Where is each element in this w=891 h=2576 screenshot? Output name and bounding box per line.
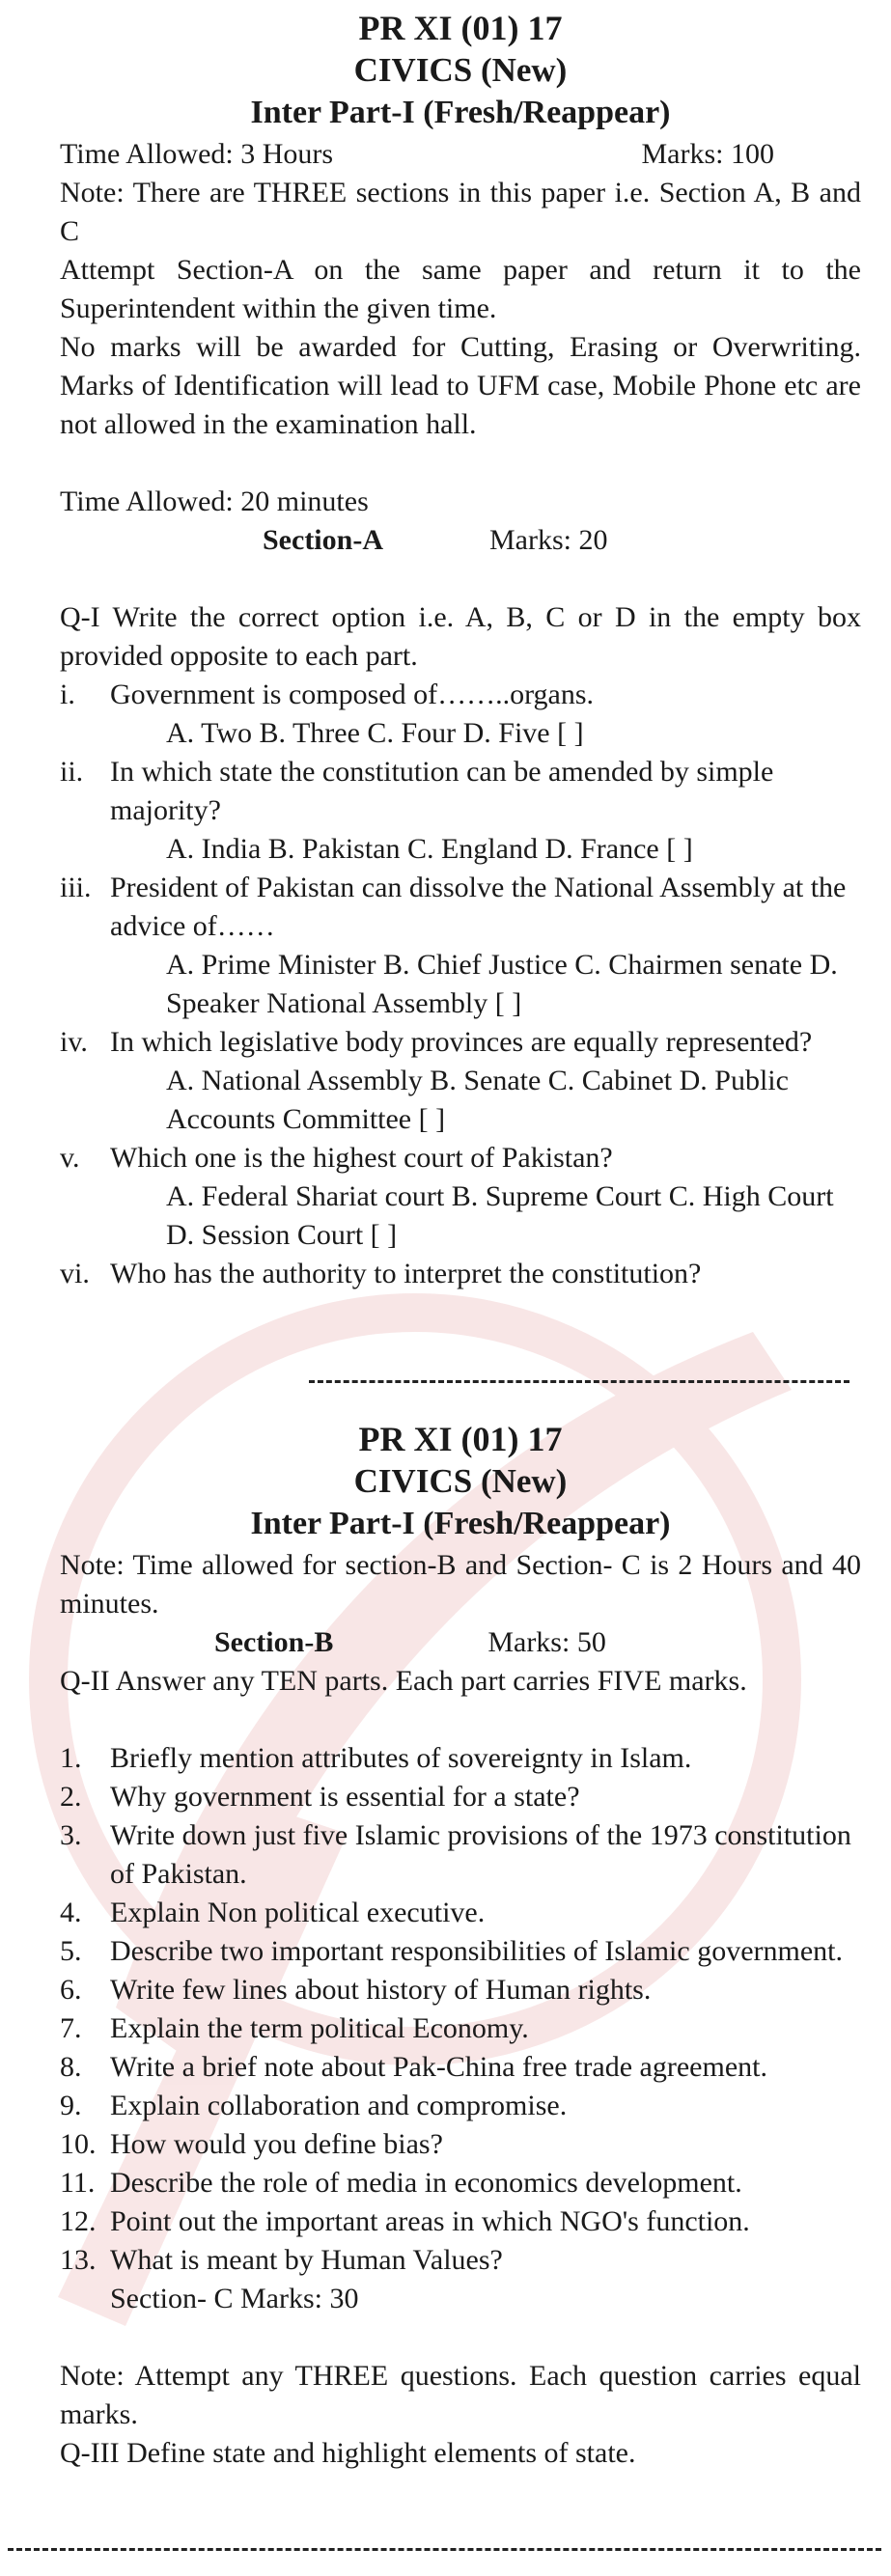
paper1-marks: Marks: 100 (641, 138, 774, 170)
q1-intro: Q-I Write the correct option i.e. A, B, C or D in the empty box provided opposite to each part. (60, 601, 861, 672)
paper2-code: PR XI (01) 17 (358, 1420, 563, 1458)
paper1-code: PR XI (01) 17 (358, 9, 563, 47)
mcq-number: iv. (60, 1026, 88, 1058)
bottom-separator-dashes (8, 2548, 881, 2551)
mcq-item (60, 869, 861, 946)
part-number: 9. (60, 2090, 82, 2121)
paper1-time-allowed-a: Time Allowed: 20 minutes (60, 485, 369, 517)
mcq-question: Government is composed of……..organs. (110, 679, 595, 710)
list-item (60, 2048, 861, 2087)
part-text: Explain Non political executive. (110, 1897, 486, 1928)
mcq-item (60, 1255, 861, 1293)
mcq-question: Which one is the highest court of Pakistan? (110, 1142, 613, 1174)
list-item (60, 2202, 861, 2241)
section-c-heading: Section- C Marks: 30 (110, 2283, 359, 2314)
paper2-note: Note: Time allowed for section-B and Section- C is 2 Hours and 40 minutes. (60, 1549, 861, 1620)
part-text: What is meant by Human Values? (110, 2244, 503, 2276)
paper2-note-c: Note: Attempt any THREE questions. Each question carries equal marks. (60, 2360, 861, 2430)
list-item (60, 2087, 861, 2125)
part-number: 8. (60, 2051, 82, 2083)
part-number: 5. (60, 1935, 82, 1967)
section-a-heading (60, 521, 861, 560)
paper1-subject: CIVICS (New) (353, 51, 568, 89)
part-number: 13. (60, 2244, 97, 2276)
paper1-part: Inter Part-I (Fresh/Reappear) (250, 95, 671, 130)
mcq-item (60, 1139, 861, 1177)
q3-text: Q-III Define state and highlight elements of state. (60, 2437, 636, 2469)
mcq-options: A. Two B. Three C. Four D. Five [ ] (166, 717, 584, 749)
section-a-marks: Marks: 20 (488, 524, 608, 556)
mcq-number: i. (60, 679, 75, 710)
list-item (60, 1739, 861, 1778)
paper2-subject: CIVICS (New) (353, 1462, 568, 1500)
paper1-no-marks: No marks will be awarded for Cutting, Erasing or Overwriting. Marks of Identification will lead to UFM case, Mobile Phone etc are not allowed in the examination hall. (60, 331, 861, 440)
section-a-title: Section-A (263, 524, 383, 556)
mcq-options: A. National Assembly B. Senate C. Cabinet D. Public Accounts Committee [ ] (166, 1065, 789, 1135)
section-b-title: Section-B (214, 1626, 334, 1658)
paper1-attempt: Attempt Section-A on the same paper and return it to the Superintendent within the given time. (60, 254, 861, 324)
list-item (60, 1971, 861, 2009)
section-b-marks: Marks: 50 (487, 1626, 606, 1658)
section-b-heading (60, 1623, 861, 1662)
part-text: Describe the role of media in economics development. (110, 2167, 742, 2199)
mcq-number: vi. (60, 1258, 90, 1289)
mcq-list (60, 676, 861, 1293)
part-text: Describe two important responsibilities of Islamic government. (110, 1935, 843, 1967)
part-number: 10. (60, 2128, 97, 2160)
part-number: 2. (60, 1781, 82, 1813)
list-item (60, 2241, 861, 2280)
part-text: Write few lines about history of Human rights. (110, 1974, 652, 2006)
list-item (60, 2009, 861, 2048)
list-item (60, 1894, 861, 1932)
part-text: Write down just five Islamic provisions of the 1973 constitution of Pakistan. (110, 1819, 851, 1890)
paper1-time-marks-row (60, 135, 861, 174)
paper1-note: Note: There are THREE sections in this paper i.e. Section A, B and C (60, 177, 861, 247)
part-number: 3. (60, 1819, 82, 1851)
mcq-question: President of Pakistan can dissolve the National Assembly at the advice of…… (110, 872, 847, 942)
mcq-number: v. (60, 1142, 80, 1174)
separator-dashes (309, 1380, 849, 1383)
list-item (60, 2164, 861, 2202)
mcq-options: A. India B. Pakistan C. England D. France [ ] (166, 833, 693, 865)
part-text: Why government is essential for a state? (110, 1781, 580, 1813)
part-number: 6. (60, 1974, 82, 2006)
mcq-options: A. Prime Minister B. Chief Justice C. Chairmen senate D. Speaker National Assembly [ ] (166, 949, 838, 1019)
part-text: Explain collaboration and compromise. (110, 2090, 568, 2121)
list-item (60, 2125, 861, 2164)
mcq-number: iii. (60, 872, 92, 903)
part-text: How would you define bias? (110, 2128, 443, 2160)
mcq-options: A. Federal Shariat court B. Supreme Court C. High Court D. Session Court [ ] (166, 1180, 834, 1251)
list-item (60, 1816, 861, 1894)
part-number: 11. (60, 2167, 96, 2199)
mcq-number: ii. (60, 756, 84, 788)
q2-parts-list (60, 1739, 861, 2318)
mcq-question: In which state the constitution can be amended by simple majority? (110, 756, 774, 826)
paper2-part: Inter Part-I (Fresh/Reappear) (250, 1506, 671, 1541)
part-text: Briefly mention attributes of sovereignty in Islam. (110, 1742, 692, 1774)
part-text: Explain the term political Economy. (110, 2012, 529, 2044)
mcq-item (60, 676, 861, 714)
part-text: Point out the important areas in which NGO's function. (110, 2205, 750, 2237)
q2-intro: Q-II Answer any TEN parts. Each part carries FIVE marks. (60, 1665, 747, 1697)
mcq-question: Who has the authority to interpret the constitution? (110, 1258, 702, 1289)
paper1-time-allowed: Time Allowed: 3 Hours (60, 138, 334, 170)
list-item (60, 1932, 861, 1971)
part-number: 4. (60, 1897, 82, 1928)
part-text: Write a brief note about Pak-China free trade agreement. (110, 2051, 767, 2083)
part-number: 12. (60, 2205, 97, 2237)
list-item (60, 1778, 861, 1816)
part-number: 1. (60, 1742, 82, 1774)
part-number: 7. (60, 2012, 82, 2044)
mcq-question: In which legislative body provinces are equally represented? (110, 1026, 813, 1058)
mcq-item (60, 753, 861, 830)
mcq-item (60, 1023, 861, 1062)
